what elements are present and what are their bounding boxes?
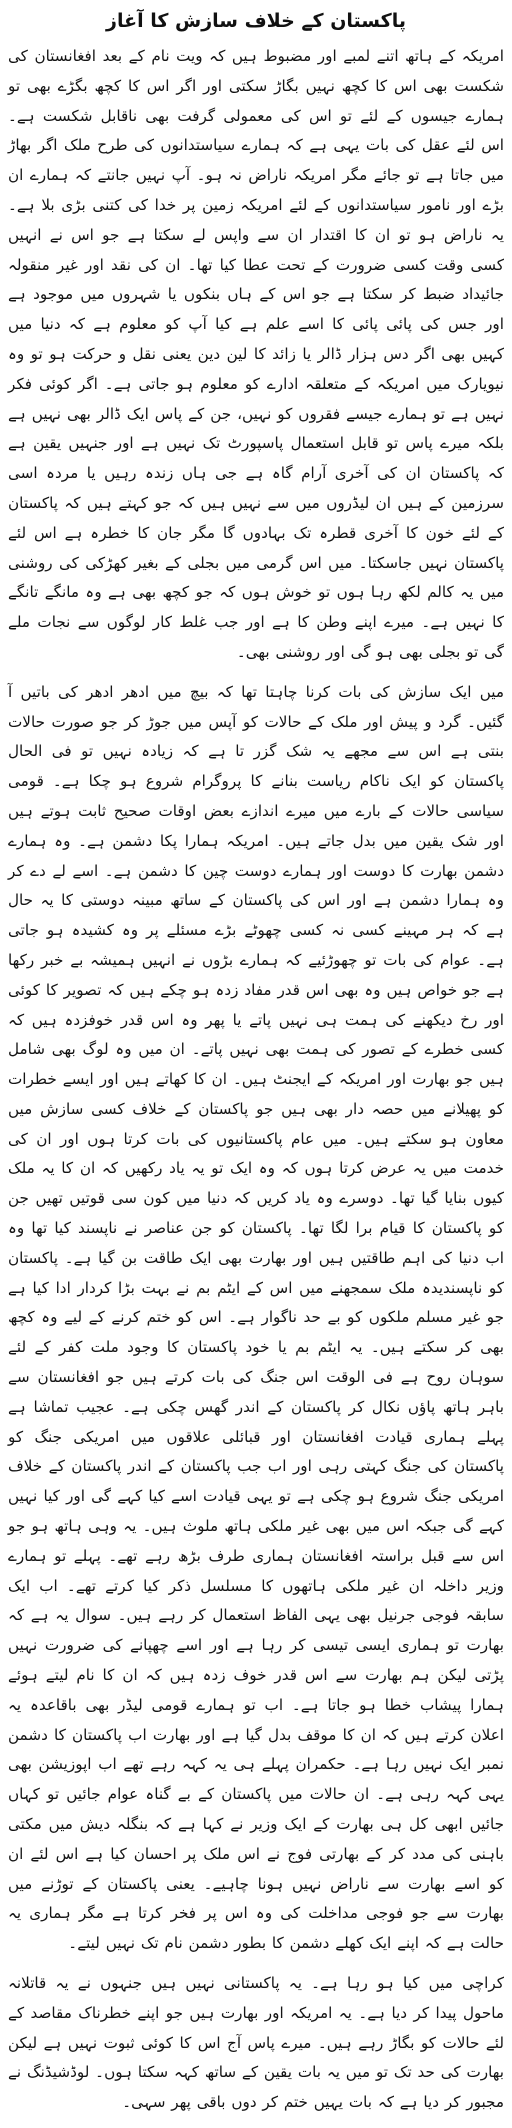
- article-body: [8, 42, 504, 2128]
- article-paragraph: کراچی میں کیا ہو رہا ہے۔ یہ پاکستانی نہیں ہیں جنہوں نے یہ قاتلانہ ماحول پیدا کر دیا ہے۔ یہ امریکہ اور بھارت ہیں جو اپنے خطرناک مقاصد کے لئے حالات کو بگاڑ رہے ہیں۔ میرے پاس آج اس کا کوئی ثبوت نہیں ہے لیکن بھارت کی حد تک تو میں یہ بات یقین کے ساتھ کہہ سکتا ہوں۔ لوڈشیڈنگ نے مجبور کر دیا ہے کہ بات یہیں ختم کر دوں باقی پھر سہی۔: [8, 1974, 504, 2112]
- article-paragraph: میں ایک سازش کی بات کرنا چاہتا تھا کہ بیچ میں ادھر ادھر کی باتیں آ گئیں۔ گرد و پیش اور ملک کے حالات کو آپس میں جوڑ کر جو صورت حالات بنتی ہے اس سے مجھے یہ شک گزر تا ہے کہ زیادہ نہیں تو فی الحال پاکستان کو ایک ناکام ریاست بنانے کا پروگرام شروع ہو چکا ہے۔ قومی سیاسی حالات کے بارے میں میرے اندازے بعض اوقات صحیح ثابت ہوتے ہیں اور شک یقین میں بدل جاتے ہیں۔ امریکہ ہمارا پکا دشمن ہے۔ وہ ہمارے دشمن بھارت کا دوست اور ہمارے دوست چین کا دشمن ہے۔ اسے لے دے کر وہ ہمارا دشمن ہے اور اس کی پاکستان کے ساتھ مبینہ دوستی کا یہ حال ہے کہ ہر مہینے کسی نہ کسی چھوٹے بڑے مسئلے پر وہ کشیدہ ہو جاتی ہے۔ عوام کی بات تو چھوڑئیے کہ ہمارے بڑوں نے انہیں ہمیشہ بے خبر رکھا ہے جو خواص ہیں وہ بھی اس قدر مفاد زدہ ہو چکے ہیں کہ تصویر کا کوئی اور رخ دیکھنے کی ہمت ہی نہیں پاتے یا پھر وہ اس قدر خوفزدہ ہیں کہ کسی خطرے کے تصور کی ہمت بھی نہیں پاتے۔ ان میں وہ لوگ بھی شامل ہیں جو بھارت اور امریکہ کے ایجنٹ ہیں۔ ان کا کھاتے ہیں اور ایسے خطرات کو پھیلانے میں حصہ دار بھی ہیں جو پاکستان کے خلاف کسی سازش میں معاون ہو سکتے ہیں۔ میں عام پاکستانیوں کی بات کرتا ہوں اور ان کی خدمت میں یہ عرض کرتا ہوں کہ وہ ایک تو یہ یاد رکھیں کہ ان کا یہ ملک کیوں بنایا گیا تھا۔ دوسرے وہ یاد کریں کہ دنیا میں کون سی قوتیں تھیں جن کو پاکستان کا قیام برا لگا تھا۔ پاکستان کو جن عناصر نے ناپسند کیا تھا وہ اب دنیا کی اہم طاقتیں ہیں اور بھارت بھی ایک طاقت بن گیا ہے۔ پاکستان کو ناپسندیدہ ملک سمجھنے میں اس کے ایٹم بم نے بہت بڑا کردار ادا کیا ہے جو غیر مسلم ملکوں کو بے حد ناگوار ہے۔ اس کو ختم کرنے کے لیے وہ کچھ بھی کر سکتے ہیں۔ یہ ایٹم بم یا خود پاکستان کا وجود ملت کفر کے لئے سوہان روح ہے فی الوقت اس جنگ کی بات کرتے ہیں جو افغانستان سے باہر ہاتھ پاؤں نکال کر پاکستان کے اندر گھس چکی ہے۔ عجیب تماشا ہے پہلے ہماری قیادت افغانستان اور قبائلی علاقوں میں امریکی جنگ کو پاکستان کی جنگ کہتی رہی اور اب جب پاکستان کے اندر پاکستان کے خلاف امریکی جنگ شروع ہو چکی ہے تو یہی قیادت اسے کیا کہے گی اور کیا نہیں کہے گی جبکہ اس میں بھی غیر ملکی ہاتھ ملوث ہیں۔ یہ وہی ہاتھ ہو جو اس سے قبل براستہ افغانستان ہماری طرف بڑھ رہے تھے۔ پہلے تو ہمارے وزیر داخلہ ان غیر ملکی ہاتھوں کا مسلسل ذکر کیا کرتے تھے۔ اب ایک سابقہ فوجی جرنیل بھی یہی الفاظ استعمال کر رہے ہیں۔ سوال یہ ہے کہ بھارت تو ہماری ایسی تیسی کر رہا ہے اور اسے چھپانے کی ضرورت نہیں پڑتی لیکن ہم بھارت سے اس قدر خوف زدہ ہیں کہ ان کا نام لیتے ہوئے ہمارا پیشاب خطا ہو جاتا ہے۔ اب تو ہمارے قومی لیڈر بھی باقاعدہ یہ اعلان کرتے ہیں کہ ان کا موقف بدل گیا ہے اور بھارت اب پاکستان کا دشمن نمبر ایک نہیں رہا ہے۔ حکمران پہلے ہی یہ کہہ رہے تھے اب اپوزیشن بھی یہی کہہ رہی ہے۔ ان حالات میں پاکستان کے بے گناہ عوام جائیں تو کہاں جائیں ابھی کل ہی بھارت کے ایک وزیر نے کہا ہے کہ بنگلہ دیش میں مکتی باہنی کی مدد کر کے بھارتی فوج نے اس ملک پر احسان کیا ہے اس لئے ان کو اسے بھارت سے ناراض نہیں ہونا چاہیے۔ یعنی پاکستان کے توڑنے میں بھارت سے جو فوجی مداخلت کی وہ اس پر فخر کرتا ہے مگر ہماری یہ حالت ہے کہ اپنے ایک کھلے دشمن کا بطور دشمن نام تک نہیں لیتے۔: [8, 682, 504, 1953]
- article-paragraph: امریکہ کے ہاتھ اتنے لمبے اور مضبوط ہیں کہ ویت نام کے بعد افغانستان کی شکست بھی اس کا کچھ نہیں بگاڑ سکتی اور اگر اس کا کچھ بگڑے بھی تو ہمارے جیسوں کے لئے تو اس کی معمولی گرفت بھی ناقابل شکست ہے۔ اس لئے عقل کی بات یہی ہے کہ ہمارے سیاستدانوں کی طرح ملک اگر بھاڑ میں جاتا ہے تو جائے مگر امریکہ ناراض نہ ہو۔ آپ نہیں جانتے کہ ہمارے ان بڑے اور نامور سیاستدانوں کے لئے امریکہ زمین پر خدا کی کتنی بڑی بلا ہے۔ یہ ناراض ہو تو ان کا اقتدار ان سے واپس لے سکتا ہے جو اس نے انہیں کسی وقت کسی ضرورت کے تحت عطا کیا تھا۔ ان کی نقد اور غیر منقولہ جائیداد ضبط کر سکتا ہے جو اس کے ہاں بنکوں یا شہروں میں موجود ہے اور جس کی پائی پائی کا اسے علم ہے کیا آپ کو معلوم ہے کہ دنیا میں کہیں بھی اگر دس ہزار ڈالر یا زائد کا لین دین یعنی نقل و حرکت ہو تو وہ نیویارک میں امریکہ کے متعلقہ ادارے کو معلوم ہو جاتی ہے۔ اگر کوئی فکر نہیں ہے تو ہمارے جیسے فقروں کو نہیں، جن کے پاس ایک ڈالر بھی نہیں ہے بلکہ میرے پاس تو قابل استعمال پاسپورٹ تک نہیں ہے اور جنہیں یقین ہے کہ پاکستان ان کی آخری آرام گاہ ہے جی ہاں زندہ رہیں یا مردہ اسی سرزمین کے ہیں ان لیڈروں میں سے نہیں ہیں کہ جو کہتے ہیں کہ پاکستان کے لئے خون کا آخری قطرہ تک بہادوں گا مگر جان کا خطرہ ہے اس لئے پاکستان نہیں جاسکتا۔ میں اس گرمی میں بجلی کے بغیر کھڑکی کی روشنی میں یہ کالم لکھ رہا ہوں تو خوش ہوں کہ جو کچھ بھی ہے وہ مانگے تانگے کا نہیں ہے۔ میرے اپنے وطن کا ہے اور جب غلط کار لوگوں سے نجات ملے گی تو بجلی بھی ہو گی اور روشنی بھی۔: [8, 47, 504, 661]
- article-title: پاکستان کے خلاف سازش کا آغاز: [106, 10, 406, 32]
